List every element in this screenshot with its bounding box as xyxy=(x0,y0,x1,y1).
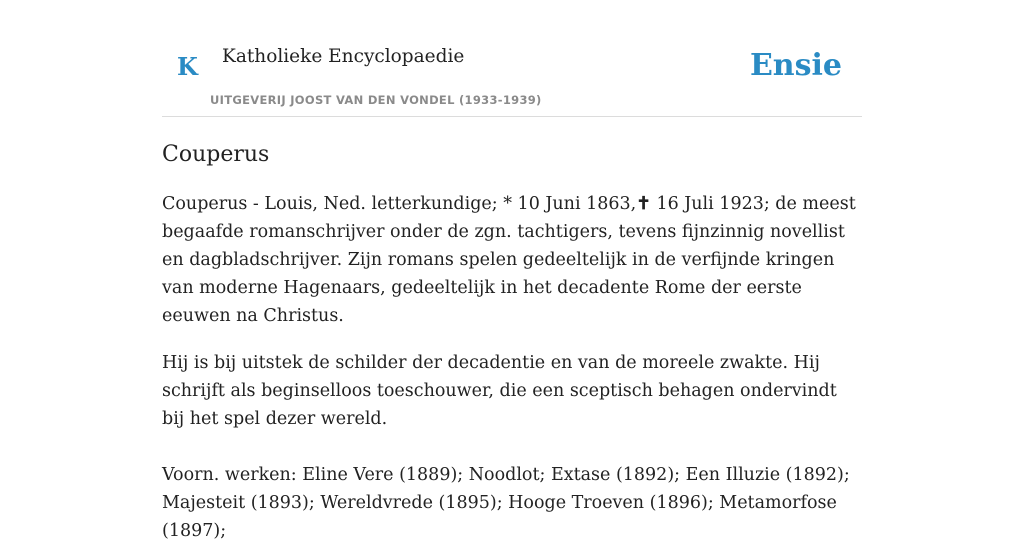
page xyxy=(162,0,862,545)
ensie-brand-logo[interactable]: Ensie xyxy=(749,48,842,83)
encyclopedia-logo[interactable]: K xyxy=(177,52,198,81)
article-title: Couperus xyxy=(162,142,270,167)
article-paragraph-works: Voorn. werken: Eline Vere (1889); Noodlot; Extase (1892); Een Illuzie (1892); Majesteit (1893); Wereldvrede (1895); Hooge Troeven (1896); Metamorfose (1897); xyxy=(162,464,850,541)
site-title-link[interactable]: Katholieke Encyclopaedie xyxy=(222,46,465,67)
site-header xyxy=(162,0,862,117)
article-paragraph-2: Hij is bij uitstek de schilder der decadentie en van de moreele zwakte. Hij schrijft als beginselloos toeschouwer, die een sceptisch behagen ondervindt bij het spel dezer wereld. xyxy=(162,352,837,429)
article xyxy=(162,141,862,545)
paragraph-1-text-end: 16 Juli 1923; de meest begaafde romanschrijver onder de zgn. tachtigers, tevens fijnzinnig novellist en dagbladschrijver. Zijn romans spelen gedeeltelijk in de verfijnde kringen van moderne Hagenaars, gedeeltelijk in het decadente Rome der eerste eeuwen na Christus. xyxy=(162,193,856,326)
article-paragraph-1 xyxy=(162,190,862,330)
death-cross-icon: ✝ xyxy=(636,193,651,214)
publisher-subtitle: UITGEVERIJ JOOST VAN DEN VONDEL (1933-1939) xyxy=(210,93,542,107)
paragraph-1-text-start: Couperus - Louis, Ned. letterkundige; * 10 Juni 1863, xyxy=(162,193,637,214)
